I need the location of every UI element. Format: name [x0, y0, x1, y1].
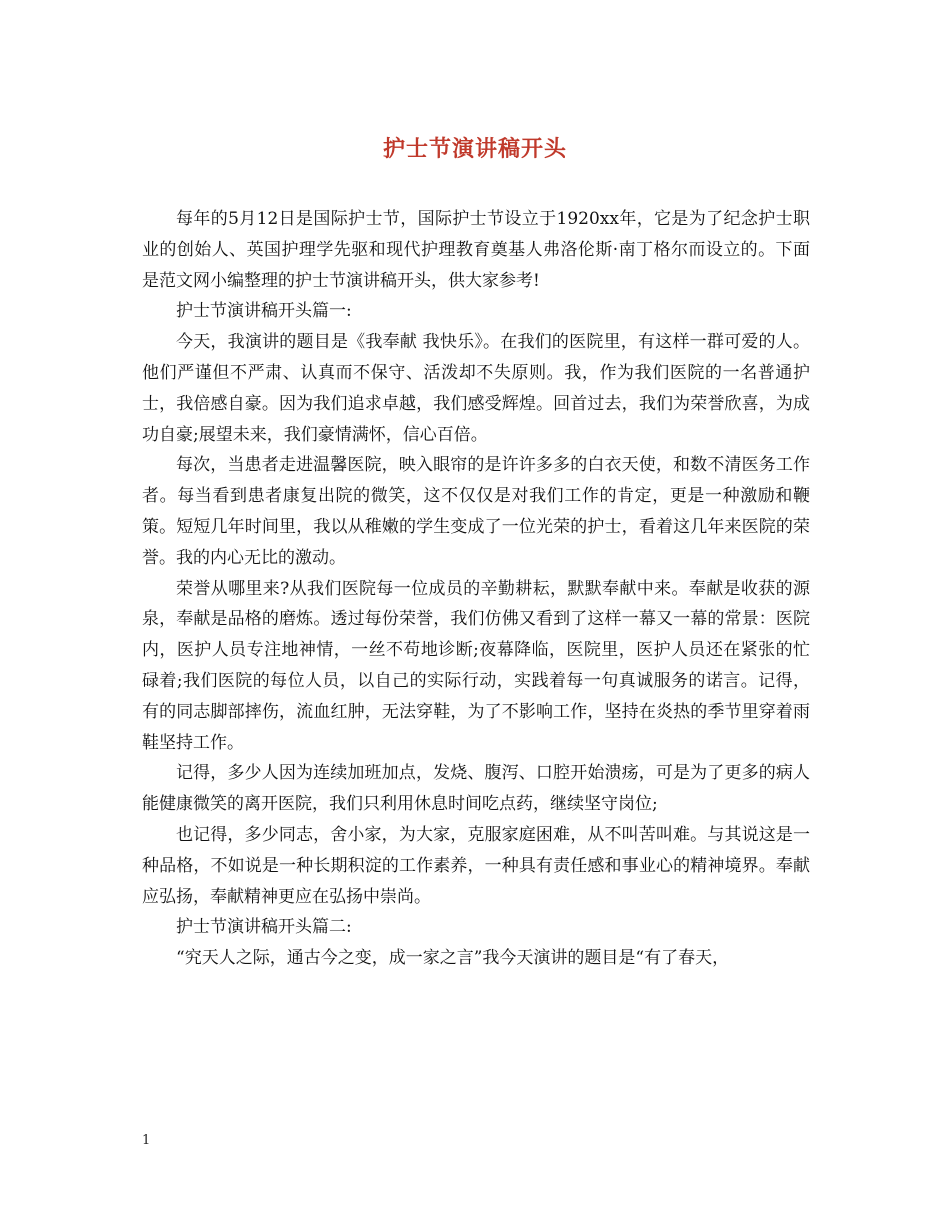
paragraph: 也记得，多少同志，舍小家，为大家，克服家庭困难，从不叫苦叫难。与其说这是一种品格，不如说是一种长期积淀的工作素养，一种具有责任感和事业心的精神境界。奉献应弘扬，奉献精神更应在弘扬中崇尚。 [142, 824, 810, 907]
section-heading-part-one: 护士节演讲稿开头篇一: [176, 301, 352, 322]
page-number: 1 [142, 1133, 151, 1148]
paragraph: 荣誉从哪里来?从我们医院每一位成员的辛勤耕耘，默默奉献中来。奉献是收获的源泉，奉献是品格的磨炼。透过每份荣誉，我们仿佛又看到了这样一幕又一幕的常景：医院内，医护人员专注地神情，一丝不苟地诊断;夜幕降临，医院里，医护人员还在紧张的忙碌着;我们医院的每位人员，以自己的实际行动，实践着每一句真诚服务的诺言。记得，有的同志脚部摔伤，流血红肿，无法穿鞋，为了不影响工作，坚持在炎热的季节里穿着雨鞋坚持工作。 [142, 578, 810, 753]
document-title: 护士节演讲稿开头 [382, 136, 567, 162]
paragraph: 今天，我演讲的题目是《我奉献 我快乐》。在我们的医院里，有这样一群可爱的人。他们严谨但不严肃、认真而不保守、活泼却不失原则。我，作为我们医院的一名普通护士，我倍感自豪。因为我们追求卓越，我们感受辉煌。回首过去，我们为荣誉欣喜，为成功自豪;展望未来，我们豪情满怀，信心百倍。 [142, 332, 810, 445]
paragraph-intro: 每年的5月12日是国际护士节，国际护士节设立于1920xx年，它是为了纪念护士职业的创始人、英国护理学先驱和现代护理教育奠基人弗洛伦斯·南丁格尔而设立的。下面是范文网小编整理的护士节演讲稿开头，供大家参考! [142, 209, 810, 291]
paragraph: “究天人之际，通古今之变，成一家之言”我今天演讲的题目是“有了春天， [176, 948, 730, 969]
paragraph: 记得，多少人因为连续加班加点，发烧、腹泻、口腔开始溃疡，可是为了更多的病人能健康微笑的离开医院，我们只利用休息时间吃点药，继续坚守岗位; [142, 763, 810, 815]
document-body [142, 204, 810, 974]
section-heading-part-two: 护士节演讲稿开头篇二: [176, 917, 352, 938]
paragraph: 每次，当患者走进温馨医院，映入眼帘的是许许多多的白衣天使，和数不清医务工作者。每当看到患者康复出院的微笑，这不仅仅是对我们工作的肯定，更是一种激励和鞭策。短短几年时间里，我以从稚嫩的学生变成了一位光荣的护士，看着这几年来医院的荣誉。我的内心无比的激动。 [142, 455, 810, 568]
